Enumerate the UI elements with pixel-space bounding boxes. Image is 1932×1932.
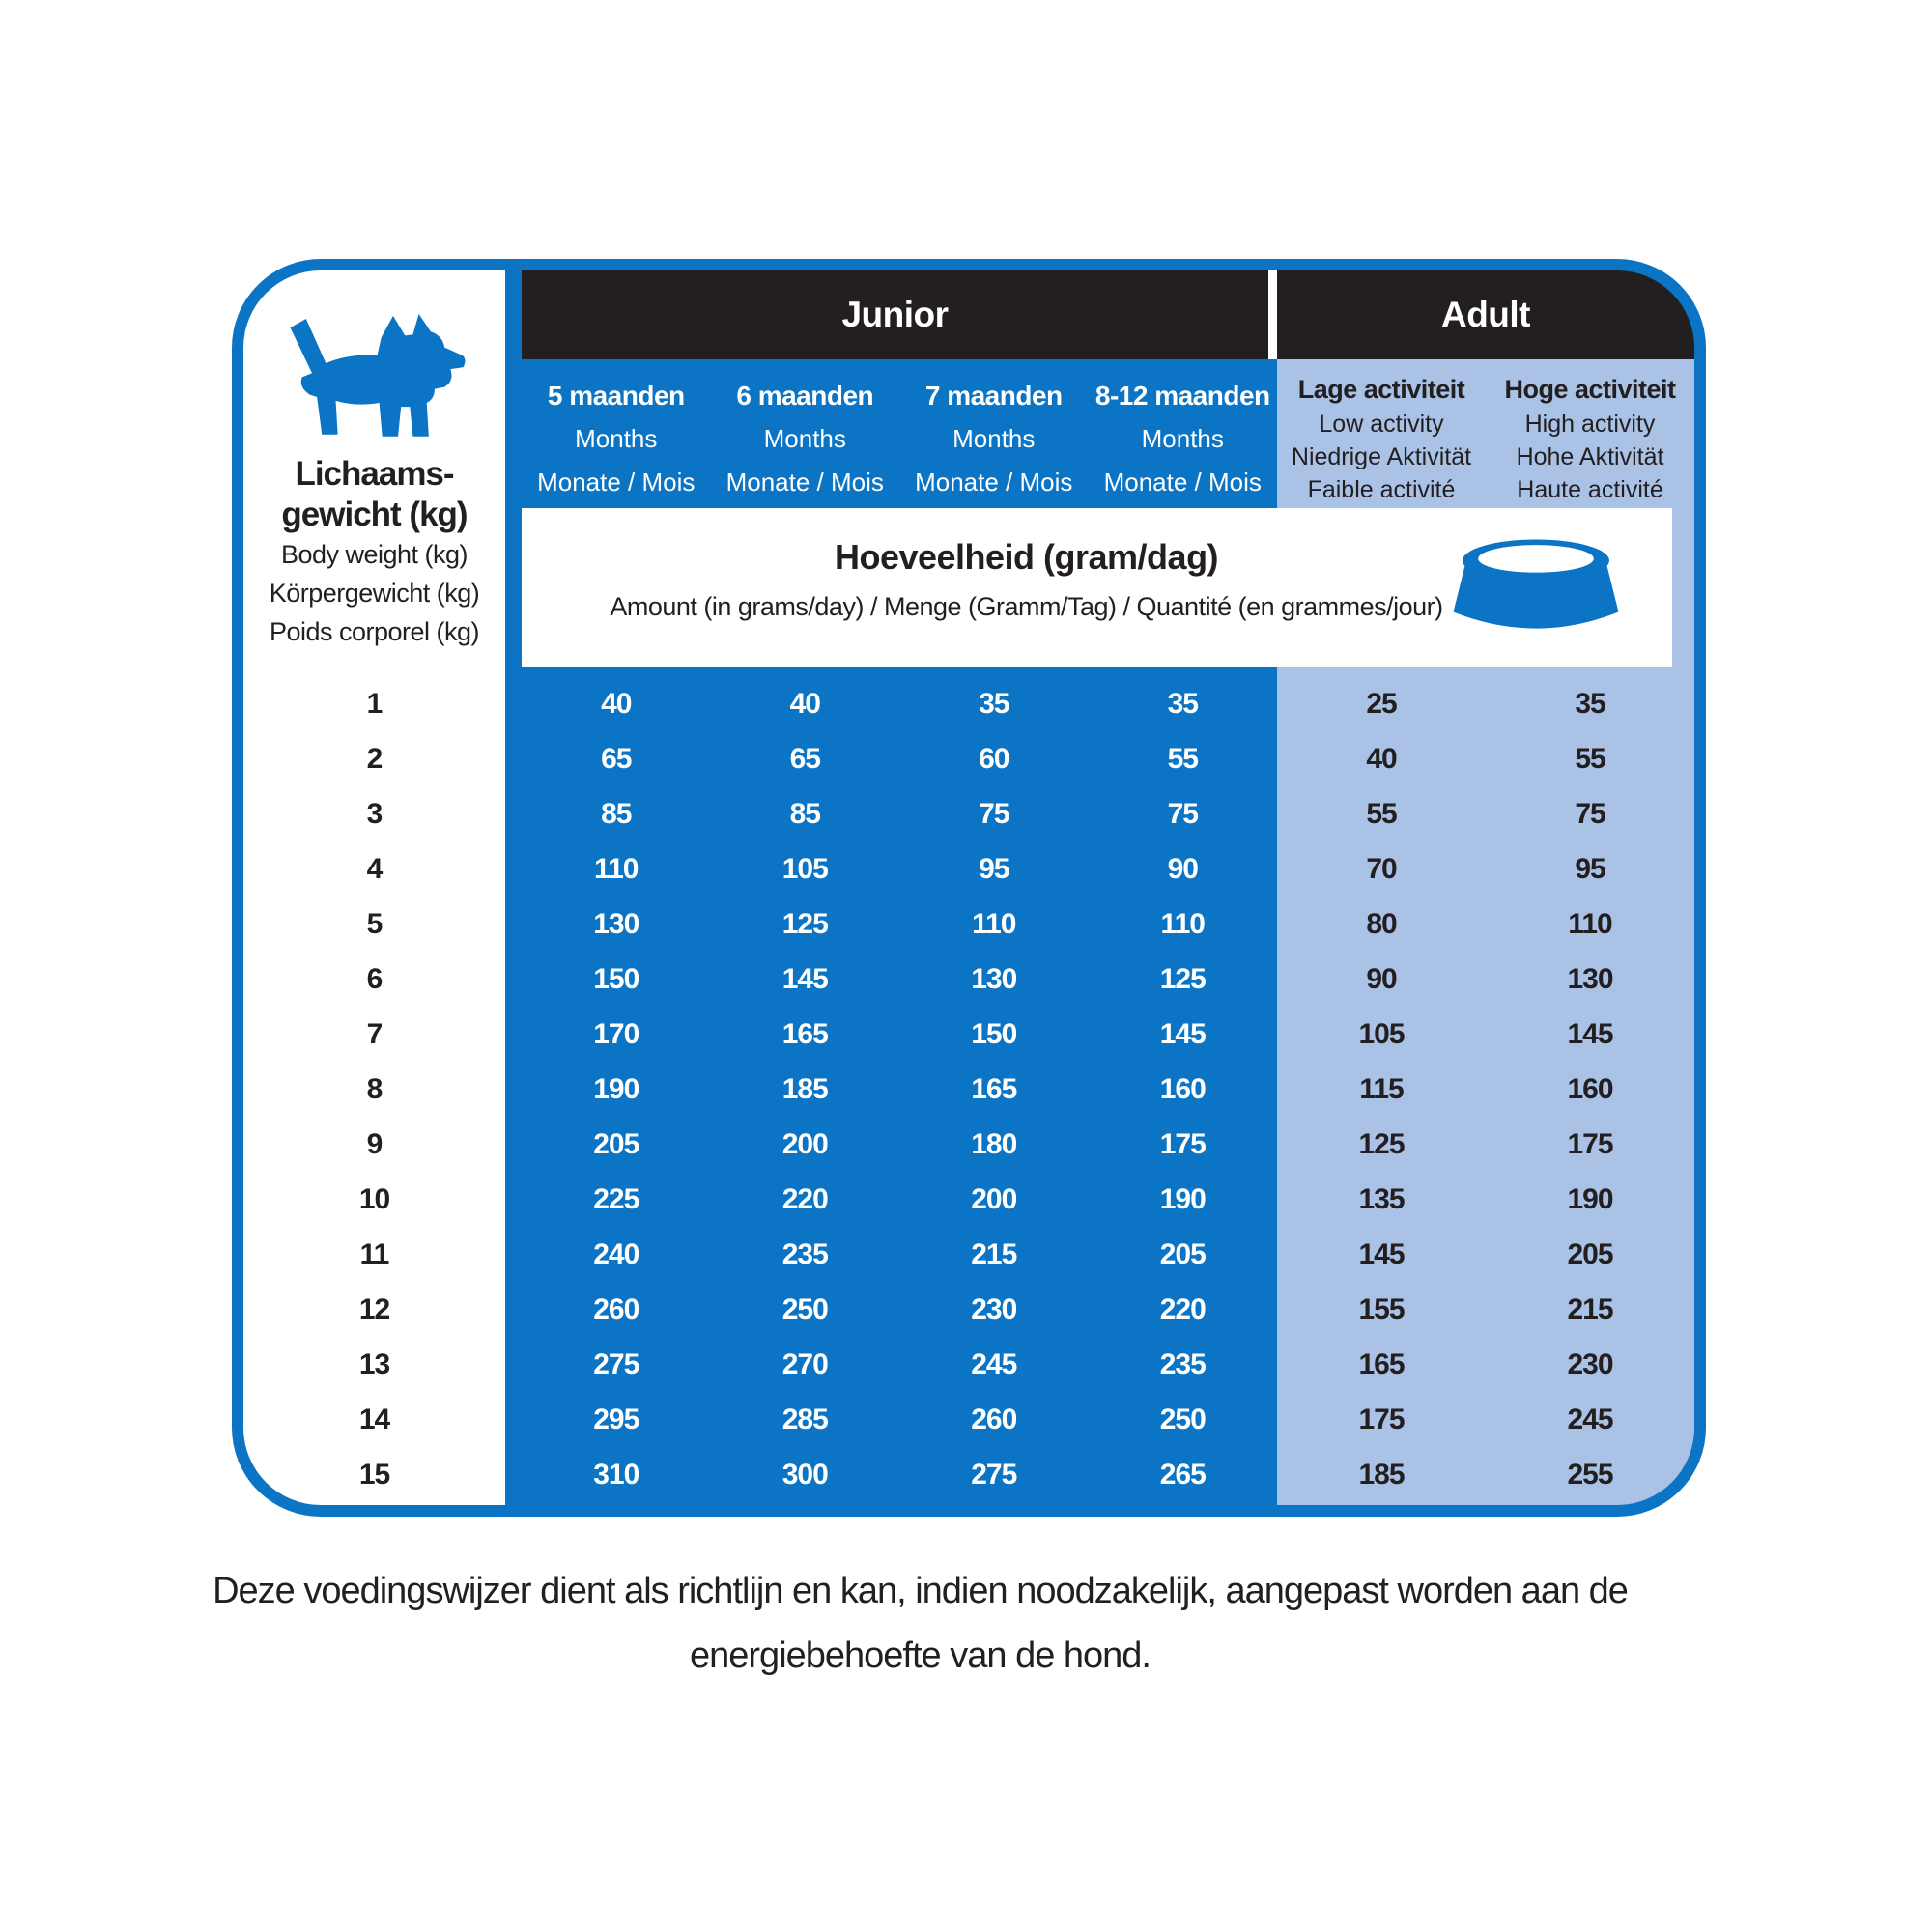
amount-cell: 145 <box>1567 1018 1613 1050</box>
amount-cell: 40 <box>1366 743 1397 775</box>
amount-band-text <box>522 508 1531 622</box>
amount-cell: 70 <box>1366 853 1397 885</box>
amount-cell: 165 <box>971 1073 1017 1105</box>
footnote-line1: Deze voedingswijzer dient als richtlijn en kan, indien noodzakelijk, aangepast worden aan de <box>213 1571 1628 1611</box>
amount-cell: 205 <box>1159 1238 1206 1270</box>
column-sub: Monate / Mois <box>725 468 884 497</box>
amount-cell: 75 <box>1575 798 1605 830</box>
amount-cell: 90 <box>1366 963 1397 995</box>
amount-cell: 275 <box>593 1349 639 1380</box>
column-sub: Niedrige Aktivität <box>1291 443 1472 470</box>
amount-cell: 155 <box>1358 1293 1405 1325</box>
adult-label: Adult <box>1440 295 1531 334</box>
amount-cell: 190 <box>1159 1183 1206 1215</box>
amount-cell: 55 <box>1366 798 1397 830</box>
amount-cell: 175 <box>1567 1128 1613 1160</box>
amount-cell: 230 <box>1567 1349 1613 1380</box>
amount-cell: 175 <box>1358 1404 1405 1435</box>
adult-header-bar <box>1277 270 1694 359</box>
amount-cell: 85 <box>789 798 820 830</box>
amount-cell: 110 <box>972 908 1016 940</box>
junior-adult-divider <box>1268 270 1277 359</box>
amount-cell: 145 <box>781 963 828 995</box>
amount-cell: 250 <box>1159 1404 1206 1435</box>
amount-cell: 225 <box>593 1183 639 1215</box>
weight-value: 9 <box>366 1128 383 1160</box>
amount-cell: 215 <box>1567 1293 1613 1325</box>
amount-cell: 205 <box>1567 1238 1613 1270</box>
amount-cell: 105 <box>1358 1018 1405 1050</box>
amount-cell: 250 <box>781 1293 828 1325</box>
table-row <box>522 731 1694 786</box>
amount-cell: 165 <box>781 1018 828 1050</box>
column-sub: High activity <box>1524 411 1656 438</box>
weight-rows <box>243 676 505 1502</box>
column-sub: Months <box>575 424 658 453</box>
column-title: 6 maanden <box>736 381 874 411</box>
amount-cell: 150 <box>971 1018 1017 1050</box>
amount-cell: 25 <box>1366 688 1397 720</box>
table-row <box>522 1062 1694 1117</box>
amount-cell: 255 <box>1567 1459 1613 1491</box>
amount-cell: 40 <box>789 688 820 720</box>
weight-value: 5 <box>366 908 383 940</box>
weight-value: 10 <box>358 1183 390 1215</box>
column-title: 5 maanden <box>547 381 685 411</box>
junior-header-bar <box>522 270 1268 359</box>
amount-cell: 185 <box>1358 1459 1405 1491</box>
weight-title-line1: Lichaams- <box>295 455 454 493</box>
amount-cell: 145 <box>1159 1018 1206 1050</box>
amount-cell: 55 <box>1167 743 1198 775</box>
amount-cell: 115 <box>1359 1073 1404 1105</box>
amount-cell: 160 <box>1567 1073 1613 1105</box>
amount-cell: 150 <box>593 963 639 995</box>
amount-cell: 185 <box>781 1073 828 1105</box>
footnote <box>0 1559 1840 1689</box>
amount-cell: 245 <box>971 1349 1017 1380</box>
amount-cell: 65 <box>789 743 820 775</box>
feeding-table-card <box>232 259 1706 1517</box>
adult-column-headers <box>1277 359 1694 508</box>
table-row <box>522 896 1694 952</box>
column-sub: Faible activité <box>1307 476 1456 503</box>
column-header-high-activity <box>1486 359 1694 508</box>
weight-value: 11 <box>359 1238 389 1270</box>
weight-value: 1 <box>366 688 383 720</box>
amount-cell: 35 <box>979 688 1009 720</box>
weight-title-line2: gewicht (kg) <box>281 496 468 533</box>
column-header-6-months <box>711 359 900 508</box>
weight-subtitle-de: Körpergewicht (kg) <box>269 579 480 608</box>
amount-cell: 190 <box>593 1073 639 1105</box>
table-row <box>522 1117 1694 1172</box>
column-header-low-activity <box>1277 359 1486 508</box>
amount-cell: 40 <box>601 688 632 720</box>
food-bowl-icon <box>1444 527 1628 647</box>
dog-icon <box>270 303 478 466</box>
amount-cell: 125 <box>1358 1128 1405 1160</box>
amount-cell: 75 <box>979 798 1009 830</box>
amount-cell: 190 <box>1567 1183 1613 1215</box>
amount-cell: 130 <box>593 908 639 940</box>
weight-subtitle-en: Body weight (kg) <box>280 540 469 569</box>
amount-cell: 270 <box>781 1349 828 1380</box>
amount-cell: 130 <box>971 963 1017 995</box>
amount-title: Hoeveelheid (gram/dag) <box>834 537 1219 577</box>
weight-value: 12 <box>358 1293 390 1325</box>
amount-cell: 230 <box>971 1293 1017 1325</box>
weight-column <box>243 270 505 1505</box>
column-title: 8-12 maanden <box>1094 381 1270 411</box>
amount-cell: 110 <box>594 853 639 885</box>
footnote-line2: energiebehoefte van de hond. <box>690 1635 1151 1676</box>
junior-column-headers <box>522 359 1277 508</box>
column-sub: Months <box>952 424 1036 453</box>
amount-cell: 85 <box>601 798 632 830</box>
amount-cell: 90 <box>1167 853 1198 885</box>
amount-cell: 180 <box>971 1128 1017 1160</box>
amount-cell: 95 <box>1575 853 1605 885</box>
weight-value: 8 <box>366 1073 383 1105</box>
table-row <box>522 1172 1694 1227</box>
junior-label: Junior <box>841 295 949 334</box>
amount-cell: 215 <box>971 1238 1017 1270</box>
amount-cell: 200 <box>781 1128 828 1160</box>
table-row <box>522 676 1694 731</box>
table-row <box>522 1337 1694 1392</box>
amount-cell: 260 <box>593 1293 639 1325</box>
column-title: 7 maanden <box>924 381 1063 411</box>
table-row <box>522 1392 1694 1447</box>
amount-cell: 310 <box>593 1459 639 1491</box>
column-header-8-12-months <box>1089 359 1278 508</box>
amount-cell: 240 <box>593 1238 639 1270</box>
table-row <box>522 1227 1694 1282</box>
amount-cell: 205 <box>593 1128 639 1160</box>
table-row <box>522 1007 1694 1062</box>
amount-subtitle: Amount (in grams/day) / Menge (Gramm/Tag) / Quantité (en grammes/jour) <box>610 592 1443 621</box>
amount-cell: 95 <box>979 853 1009 885</box>
table-row <box>522 1447 1694 1502</box>
amount-cell: 80 <box>1366 908 1397 940</box>
weight-value: 15 <box>358 1459 390 1491</box>
amount-cell: 260 <box>971 1404 1017 1435</box>
table-row <box>522 952 1694 1007</box>
weight-value: 6 <box>366 963 383 995</box>
weight-subtitle-fr: Poids corporel (kg) <box>269 617 480 646</box>
amount-cell: 145 <box>1358 1238 1405 1270</box>
amount-cell: 135 <box>1358 1183 1405 1215</box>
amount-cell: 130 <box>1567 963 1613 995</box>
amount-cell: 275 <box>971 1459 1017 1491</box>
column-sub: Months <box>763 424 846 453</box>
column-sub: Months <box>1141 424 1224 453</box>
amount-cell: 60 <box>979 743 1009 775</box>
column-sub: Monate / Mois <box>915 468 1073 497</box>
amount-cell: 75 <box>1167 798 1198 830</box>
amount-cell: 200 <box>971 1183 1017 1215</box>
amount-cell: 235 <box>781 1238 828 1270</box>
amount-cell: 175 <box>1159 1128 1206 1160</box>
column-sub: Monate / Mois <box>537 468 696 497</box>
amount-cell: 220 <box>781 1183 828 1215</box>
amount-cell: 125 <box>781 908 828 940</box>
column-sub: Hohe Aktivität <box>1516 443 1664 470</box>
amount-cell: 295 <box>593 1404 639 1435</box>
weight-value: 13 <box>358 1349 390 1380</box>
column-header-7-months <box>899 359 1089 508</box>
weight-value: 14 <box>358 1404 390 1435</box>
weight-value: 3 <box>366 798 383 830</box>
weight-value: 2 <box>366 743 383 775</box>
table-row <box>522 841 1694 896</box>
amount-cell: 285 <box>781 1404 828 1435</box>
amount-cell: 165 <box>1358 1349 1405 1380</box>
column-sub: Low activity <box>1319 411 1444 438</box>
weight-column-header <box>243 454 505 651</box>
amount-band <box>522 508 1672 667</box>
amount-cell: 160 <box>1159 1073 1206 1105</box>
amount-cell: 245 <box>1567 1404 1613 1435</box>
amount-cell: 110 <box>1568 908 1612 940</box>
amount-cell: 300 <box>781 1459 828 1491</box>
amount-cell: 35 <box>1167 688 1198 720</box>
amount-cell: 265 <box>1159 1459 1206 1491</box>
amount-cell: 235 <box>1159 1349 1206 1380</box>
column-sub: Monate / Mois <box>1103 468 1262 497</box>
amount-rows <box>522 676 1694 1502</box>
amount-cell: 65 <box>601 743 632 775</box>
amount-cell: 55 <box>1575 743 1605 775</box>
column-sub: Haute activité <box>1517 476 1663 503</box>
amount-cell: 220 <box>1159 1293 1206 1325</box>
column-title: Hoge activiteit <box>1504 375 1676 404</box>
column-title: Lage activiteit <box>1297 375 1465 404</box>
table-row <box>522 786 1694 841</box>
amount-cell: 35 <box>1575 688 1605 720</box>
table-row <box>522 1282 1694 1337</box>
column-header-5-months <box>522 359 711 508</box>
amount-cell: 170 <box>593 1018 639 1050</box>
amount-cell: 125 <box>1159 963 1206 995</box>
weight-value: 4 <box>366 853 383 885</box>
amount-cell: 110 <box>1160 908 1205 940</box>
weight-value: 7 <box>366 1018 383 1050</box>
amount-cell: 105 <box>781 853 828 885</box>
